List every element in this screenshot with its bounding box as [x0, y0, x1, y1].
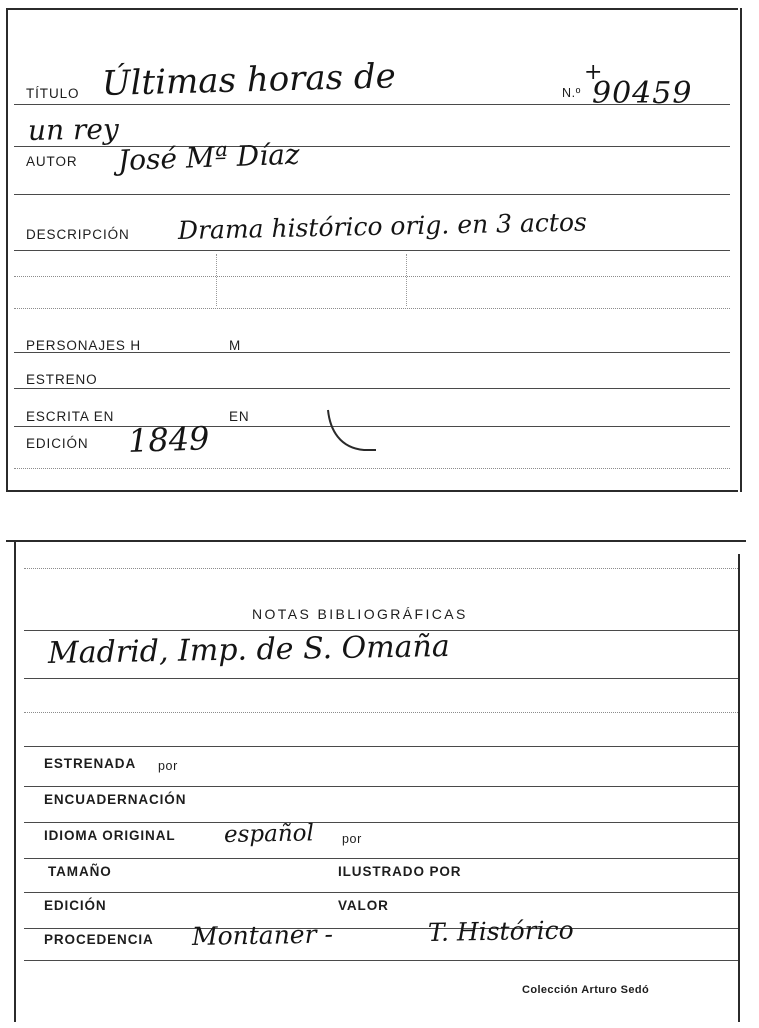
- rule-line: [24, 892, 738, 893]
- label-idioma-original: IDIOMA ORIGINAL: [44, 828, 176, 843]
- label-tamano: TAMAÑO: [48, 864, 112, 879]
- column-separator: [216, 254, 217, 306]
- rule-line: [14, 250, 730, 251]
- label-valor: VALOR: [338, 898, 389, 913]
- rule-line: [14, 276, 730, 277]
- card-front-top-border: [6, 8, 738, 10]
- value-edicion: 1849: [127, 419, 211, 460]
- catalog-card-front: [6, 8, 738, 492]
- label-procedencia: PROCEDENCIA: [44, 932, 154, 947]
- card-back-left-border: [14, 540, 16, 1022]
- notas-bibliograficas-heading: NOTAS BIBLIOGRÁFICAS: [252, 606, 468, 622]
- label-encuadernacion: ENCUADERNACIÓN: [44, 792, 187, 807]
- rule-line: [24, 568, 738, 569]
- card-front-bottom-border: [6, 490, 738, 492]
- value-descripcion: Drama histórico orig. en 3 actos: [177, 207, 588, 245]
- label-descripcion: DESCRIPCIÓN: [26, 227, 130, 242]
- label-escrita-en: ESCRITA EN: [26, 409, 115, 424]
- card-front-right-border: [740, 8, 742, 492]
- rule-line: [24, 822, 738, 823]
- number-value: 90459: [592, 76, 693, 111]
- column-separator: [406, 254, 407, 306]
- number-mark: +: [584, 60, 603, 85]
- rule-line: [14, 194, 730, 195]
- card-back-top-border: [6, 540, 746, 542]
- label-titulo: TÍTULO: [26, 86, 80, 101]
- rule-line: [24, 678, 738, 679]
- label-numero: N.º: [562, 86, 581, 100]
- rule-line: [24, 712, 738, 713]
- label-escrita-en-2: EN: [229, 409, 250, 424]
- label-personajes-m: M: [229, 338, 242, 353]
- label-edicion: EDICIÓN: [26, 436, 89, 451]
- label-ilustrado-por: ILUSTRADO POR: [338, 864, 462, 879]
- rule-line: [24, 746, 738, 747]
- catalog-card-back: [6, 540, 746, 1022]
- rule-line: [14, 388, 730, 389]
- rule-line: [24, 960, 738, 961]
- rule-line: [14, 308, 730, 309]
- label-estreno: ESTRENO: [26, 372, 98, 387]
- collection-stamp: Colección Arturo Sedó: [522, 984, 650, 996]
- value-titulo-cont: un rey: [27, 112, 120, 147]
- value-procedencia: Montaner -: [191, 919, 334, 951]
- label-idioma-por: por: [342, 832, 362, 846]
- rule-line: [24, 858, 738, 859]
- card-front-left-border: [6, 8, 8, 492]
- value-notas: Madrid, Imp. de S. Omaña: [47, 628, 451, 671]
- value-autor: José Mª Díaz: [117, 137, 301, 177]
- label-estrenada-por: por: [158, 759, 178, 773]
- value-idioma-original: español: [223, 820, 315, 848]
- rule-line: [24, 786, 738, 787]
- value-titulo: Últimas horas de: [101, 56, 397, 104]
- label-autor: AUTOR: [26, 154, 78, 169]
- label-personajes: PERSONAJES H: [26, 338, 142, 353]
- rule-line: [14, 468, 730, 469]
- value-procedencia-extra: T. Histórico: [427, 915, 574, 947]
- pen-stroke-mark: [324, 406, 384, 458]
- card-back-right-border: [738, 554, 740, 1022]
- label-edicion: EDICIÓN: [44, 898, 107, 913]
- label-estrenada: ESTRENADA: [44, 756, 137, 771]
- rule-line: [24, 928, 738, 929]
